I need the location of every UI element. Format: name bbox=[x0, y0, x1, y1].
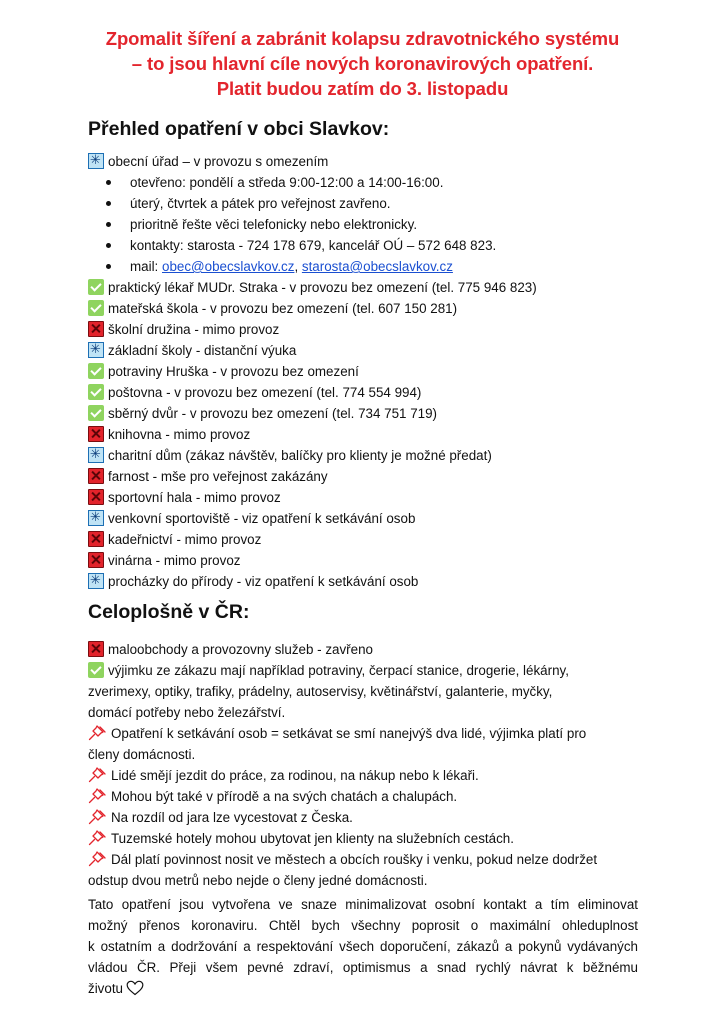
exceptions-line-2: zverimexy, optiky, trafiky, prádelny, autoservisy, květinářství, galanterie, myčky, bbox=[88, 684, 553, 699]
exceptions-row: výjimku ze zákazu mají například potraviny, čerpací stanice, drogerie, lékárny, bbox=[88, 660, 569, 681]
status-item: potraviny Hruška - v provozu bez omezení bbox=[88, 361, 359, 382]
closing-line-3: k ostatním a dodržování a respektování všech doporučení, zákazů a pokynů vydávaných bbox=[88, 939, 638, 954]
pushpin-icon bbox=[88, 829, 108, 846]
status-item: mateřská škola - v provozu bez omezení (tel. 607 150 281) bbox=[88, 298, 457, 319]
travel-row: Lidé smějí jezdit do práce, za rodinou, na nákup nebo k lékaři. bbox=[88, 765, 479, 786]
mail-separator: , bbox=[294, 259, 302, 274]
meeting-row: Opatření k setkávání osob = setkávat se smí nanejvýš dva lidé, výjimka platí pro bbox=[88, 723, 586, 744]
pushpin-icon bbox=[88, 808, 108, 825]
national-section-heading: Celoplošně v ČR: bbox=[88, 601, 250, 623]
status-item: kadeřnictví - mimo provoz bbox=[88, 529, 261, 550]
bullet-dot bbox=[106, 180, 111, 185]
closing-line-5: životu bbox=[88, 978, 638, 999]
meeting-line-2: členy domácnosti. bbox=[88, 747, 196, 762]
star-icon: ✳ bbox=[88, 573, 104, 589]
status-item: ✳ charitní dům (zákaz návštěv, balíčky pro klienty je možné předat) bbox=[88, 445, 492, 466]
status-item: ✳ základní školy - distanční výuka bbox=[88, 340, 296, 361]
status-item: sběrný dvůr - v provozu bez omezení (tel. 734 751 719) bbox=[88, 403, 437, 424]
headline-line-2: – to jsou hlavní cíle nových koronavirových opatření. bbox=[131, 53, 594, 74]
check-icon bbox=[88, 279, 104, 295]
cross-icon bbox=[88, 531, 104, 547]
cross-icon bbox=[88, 468, 104, 484]
cross-icon bbox=[88, 641, 104, 657]
star-icon: ✳ bbox=[88, 342, 104, 358]
star-icon: ✳ bbox=[88, 510, 104, 526]
closing-line-1: Tato opatření jsou vytvořena ve snaze minimalizovat osobní kontakt a tím eliminovat bbox=[88, 897, 638, 912]
mail-label: mail: bbox=[130, 259, 162, 274]
pushpin-icon bbox=[88, 724, 108, 741]
status-item: knihovna - mimo provoz bbox=[88, 424, 250, 445]
check-icon bbox=[88, 384, 104, 400]
closing-line-2: možný přenos koronaviru. Chtěl bych všechny poprosit o maximální ohleduplnost bbox=[88, 918, 638, 933]
masks-line-2: odstup dvou metrů nebo nejde o členy jedné domácnosti. bbox=[88, 873, 428, 888]
status-item: farnost - mše pro veřejnost zakázány bbox=[88, 466, 328, 487]
status-item: ✳ procházky do přírody - viz opatření k setkávání osob bbox=[88, 571, 418, 592]
bullet-dot bbox=[106, 243, 111, 248]
bullet-dot bbox=[106, 222, 111, 227]
abroad-row: Na rozdíl od jara lze vycestovat z Česka. bbox=[88, 807, 353, 828]
cross-icon bbox=[88, 489, 104, 505]
status-item: poštovna - v provozu bez omezení (tel. 774 554 994) bbox=[88, 382, 421, 403]
headline-line-1: Zpomalit šíření a zabránit kolapsu zdravotnického systému bbox=[105, 28, 620, 49]
pushpin-icon bbox=[88, 766, 108, 783]
status-item: sportovní hala - mimo provoz bbox=[88, 487, 281, 508]
check-icon bbox=[88, 405, 104, 421]
status-item: školní družina - mimo provoz bbox=[88, 319, 279, 340]
status-item: ✳ venkovní sportoviště - viz opatření k setkávání osob bbox=[88, 508, 415, 529]
email-link-obec[interactable]: obec@obecslavkov.cz bbox=[162, 259, 295, 274]
shops-row: maloobchody a provozovny služeb - zavřeno bbox=[88, 639, 373, 660]
document-page: Zpomalit šíření a zabránit kolapsu zdravotnického systému – to jsou hlavní cíle nových koronavirových opatření. Platit budou zatím do 3. listopadu Přehled opatření v obci Slavkov: ✳ obecní úřad – v provozu s omezením otevřeno: pondělí a středa 9:00-12:00 a 14:00-16:00. úterý, čtvrtek a pátek pro veřejnost zavřeno. prioritně řešte věci telefonicky nebo elektronicky. kontakty: starosta - 724 178 679, kancelář OÚ – 572 648 823. mail: obec@obecslavkov.cz, starosta@obecslavkov.cz praktický lékař MUDr. Straka - v provozu bez omezení (tel. 775 946 823) mateřská škola - v provozu bez omezení (tel. 607 150 281) školní družina - mimo provoz ✳ základní školy - distanční výuka potraviny Hruška - v provozu bez omezení poštovna - v provozu bez omezení (tel. 774 554 994) sběrný dvůr - v provozu bez omezení (tel. 734 751 719) knihovna - mimo provoz ✳ charitní dům (zákaz návštěv, balíčky pro klienty je možné předat) farnost - mše pro veřejnost zakázány sportovní hala - mimo provoz ✳ venkovní sportoviště - viz opatření k setkávání osob kadeřnictví - mimo provoz vinárna - mimo provoz ✳ procházky do přírody - viz opatření k setkávání osob Celoplošně v ČR: maloobchody a provozovny služeb - zavřeno výjimku ze zákazu mají například potraviny, čerpací stanice, drogerie, lékárny, zverimexy, optiky, trafiky, prádelny, autoservisy, květinářství, galanterie, myčky, domácí potřeby nebo železářství. Opatření k setkávání osob = setkávat se smí nanejvýš dva lidé, výjimka platí pro členy domácnosti. Lidé smějí jezdit do práce, za rodinou, na nákup nebo k lékaři. Mohou být také v přírodě a na svých chatách a chalupách. Na rozdíl od jara lze vycestovat z Česka. Tuzemské hotely mohou ubytovat jen klienty na služebních cestách. Dál platí povinnost nosit ve městech a obcích roušky i venku, pokud nelze dodržet odstup dvou metrů nebo nejde o členy jedné domácnosti. Tato opatření jsou vytvořena ve snaze minimalizovat osobní kontakt a tím eliminovat možný přenos koronaviru. Chtěl bych všechny poprosit o maximální ohleduplnost k ostatním a dodržování a respektování všech doporučení, zákazů a pokynů vydávaných vládou ČR. Přeji všem pevné zdraví, optimismus a snad rychlý návrat k běžnému životu bbox=[0, 0, 725, 1024]
exceptions-line-3: domácí potřeby nebo železářství. bbox=[88, 705, 286, 720]
bullet-dot bbox=[106, 264, 111, 269]
check-icon bbox=[88, 662, 104, 678]
office-row bbox=[88, 151, 328, 172]
closing-line-4: vládou ČR. Přeji všem pevné zdraví, optimismus a snad rychlý návrat k běžnému bbox=[88, 960, 638, 975]
headline bbox=[60, 26, 665, 101]
check-icon bbox=[88, 363, 104, 379]
check-icon bbox=[88, 300, 104, 316]
cross-icon bbox=[88, 321, 104, 337]
masks-row: Dál platí povinnost nosit ve městech a obcích roušky i venku, pokud nelze dodržet bbox=[88, 849, 597, 870]
bullet-dot bbox=[106, 201, 111, 206]
star-icon: ✳ bbox=[88, 153, 104, 169]
star-icon: ✳ bbox=[88, 447, 104, 463]
pushpin-icon bbox=[88, 850, 108, 867]
office-text: obecní úřad – v provozu s omezením bbox=[108, 154, 329, 169]
nature-row: Mohou být také v přírodě a na svých chatách a chalupách. bbox=[88, 786, 457, 807]
heart-icon bbox=[126, 980, 144, 996]
hotels-row: Tuzemské hotely mohou ubytovat jen klienty na služebních cestách. bbox=[88, 828, 514, 849]
status-item: praktický lékař MUDr. Straka - v provozu bez omezení (tel. 775 946 823) bbox=[88, 277, 537, 298]
status-item: vinárna - mimo provoz bbox=[88, 550, 240, 571]
cross-icon bbox=[88, 426, 104, 442]
local-section-heading: Přehled opatření v obci Slavkov: bbox=[88, 118, 390, 140]
cross-icon bbox=[88, 552, 104, 568]
email-link-starosta[interactable]: starosta@obecslavkov.cz bbox=[301, 259, 453, 274]
pushpin-icon bbox=[88, 787, 108, 804]
headline-line-3: Platit budou zatím do 3. listopadu bbox=[216, 78, 509, 99]
